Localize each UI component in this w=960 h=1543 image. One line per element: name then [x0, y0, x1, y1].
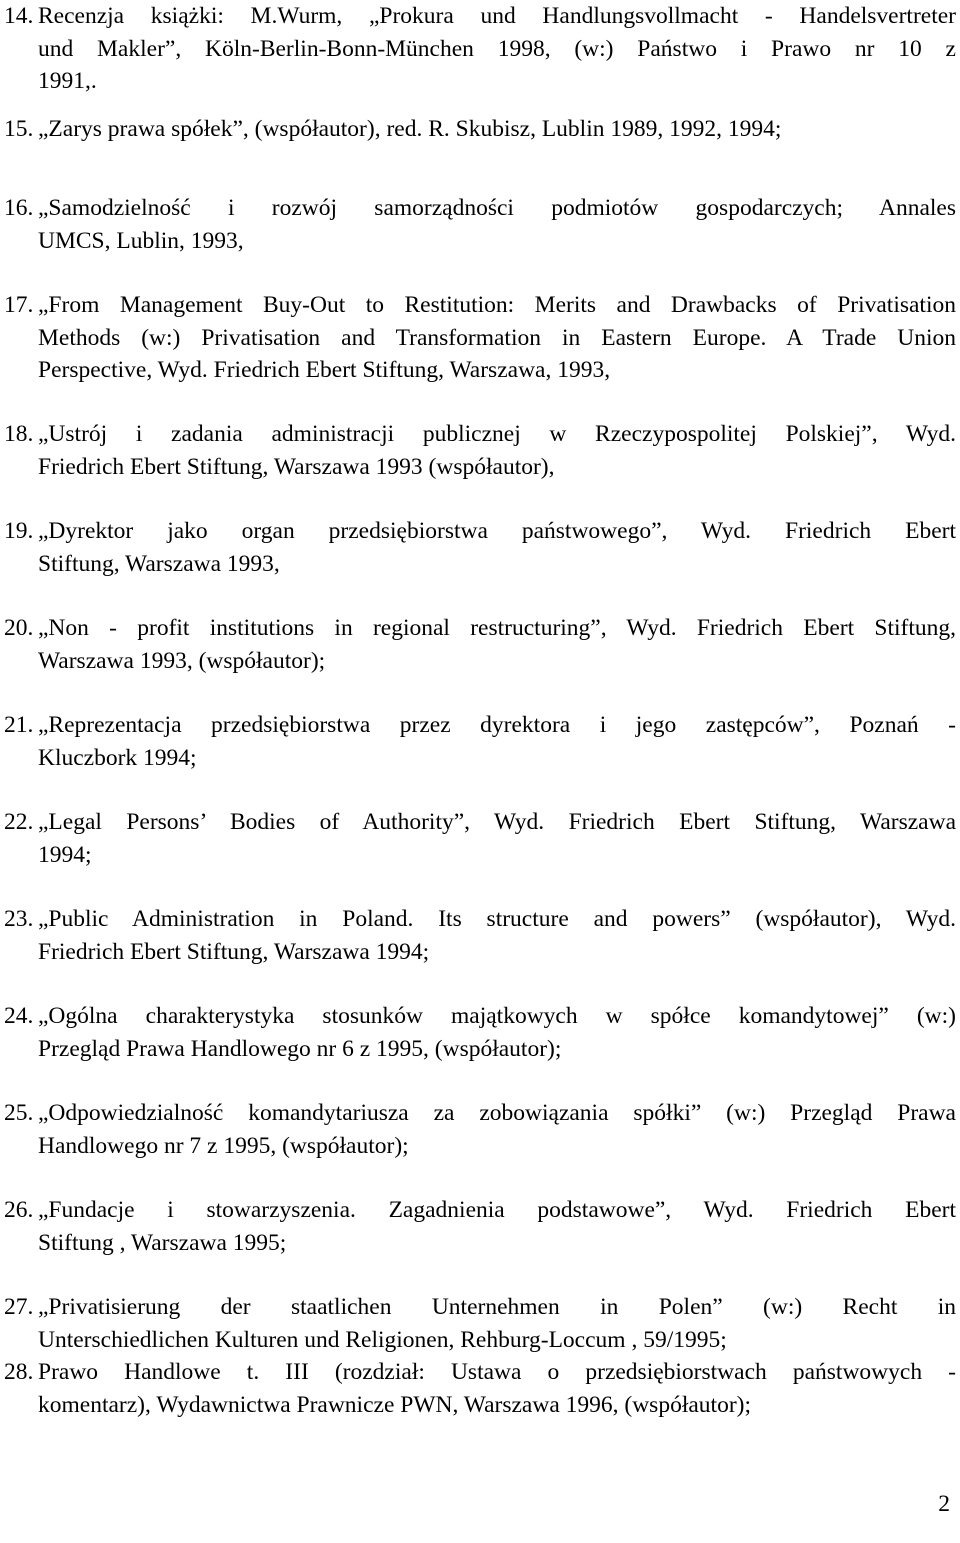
entry-text	[38, 709, 956, 774]
entry-number: 16.	[4, 195, 34, 221]
bibliography-entry	[0, 1356, 956, 1421]
entry-line: „Privatisierung der staatlichen Unternehmen in Polen” (w:) Recht in	[38, 1294, 956, 1320]
entry-line: „Odpowiedzialność komandytariusza za zobowiązania spółki” (w:) Przegląd Prawa	[38, 1100, 956, 1126]
bibliography-entry	[0, 1194, 956, 1259]
entry-line: Recenzja książki: M.Wurm, „Prokura und Handlungsvollmacht - Handelsvertreter	[38, 3, 956, 29]
entry-text	[38, 612, 956, 677]
bibliography-entry	[0, 709, 956, 774]
entry-number: 18.	[4, 421, 34, 447]
bibliography-entry	[0, 192, 956, 257]
entry-text	[38, 515, 956, 580]
entry-text	[38, 192, 956, 257]
entry-line: Stiftung , Warszawa 1995;	[38, 1229, 287, 1256]
entry-number: 21.	[4, 712, 34, 738]
entry-line: „Dyrektor jako organ przedsiębiorstwa państwowego”, Wyd. Friedrich Ebert	[38, 518, 956, 544]
entry-line: „Ustrój i zadania administracji publicznej w Rzeczypospolitej Polskiej”, Wyd.	[38, 421, 956, 447]
entry-text	[38, 903, 956, 968]
bibliography-entry	[0, 418, 956, 483]
entry-line: Unterschiedlichen Kulturen und Religionen, Rehburg-Loccum , 59/1995;	[38, 1326, 727, 1353]
entry-line: Prawo Handlowe t. III (rozdział: Ustawa o przedsiębiorstwach państwowych -	[38, 1359, 956, 1385]
entry-line: „Reprezentacja przedsiębiorstwa przez dyrektora i jego zastępców”, Poznań -	[38, 712, 956, 738]
entry-number: 20.	[4, 615, 34, 641]
entry-line: „Public Administration in Poland. Its structure and powers” (współautor), Wyd.	[38, 906, 956, 932]
bibliography-entry	[0, 515, 956, 580]
entry-text	[38, 289, 956, 387]
entry-line: „From Management Buy-Out to Restitution: Merits and Drawbacks of Privatisation	[38, 292, 956, 318]
entry-number: 28.	[4, 1359, 34, 1385]
entry-line: Friedrich Ebert Stiftung, Warszawa 1994;	[38, 938, 430, 965]
bibliography-entry	[0, 612, 956, 677]
entry-line: Stiftung, Warszawa 1993,	[38, 550, 280, 577]
entry-text	[38, 806, 956, 871]
entry-number: 15.	[4, 116, 34, 142]
entry-text	[38, 1097, 956, 1162]
entry-line: „Zarys prawa spółek”, (współautor), red. R. Skubisz, Lublin 1989, 1992, 1994;	[38, 116, 782, 142]
entry-line: und Makler”, Köln-Berlin-Bonn-München 1998, (w:) Państwo i Prawo nr 10 z	[38, 35, 956, 62]
entry-line: Methods (w:) Privatisation and Transformation in Eastern Europe. A Trade Union	[38, 324, 956, 351]
bibliography-entry	[0, 903, 956, 968]
entry-line: Perspective, Wyd. Friedrich Ebert Stiftung, Warszawa, 1993,	[38, 357, 611, 383]
bibliography-entry	[0, 1000, 956, 1065]
entry-number: 26.	[4, 1197, 34, 1223]
entry-text	[38, 418, 956, 483]
entry-line: Kluczbork 1994;	[38, 744, 197, 771]
entry-number: 17.	[4, 292, 34, 318]
bibliography-entry	[0, 289, 956, 387]
entry-text	[38, 113, 956, 146]
entry-number: 25.	[4, 1100, 34, 1126]
entry-line: „Non - profit institutions in regional restructuring”, Wyd. Friedrich Ebert Stiftung,	[38, 615, 956, 641]
entry-line: 1991,.	[38, 68, 97, 94]
entry-text	[38, 1356, 956, 1421]
entry-line: UMCS, Lublin, 1993,	[38, 227, 244, 254]
entry-number: 14.	[4, 3, 34, 29]
entry-line: „Samodzielność i rozwój samorządności podmiotów gospodarczych; Annales	[38, 195, 956, 221]
bibliography-entry	[0, 113, 956, 146]
entry-number: 19.	[4, 518, 34, 544]
bibliography-entry	[0, 1097, 956, 1162]
entry-line: Handlowego nr 7 z 1995, (współautor);	[38, 1132, 409, 1159]
entry-number: 24.	[4, 1003, 34, 1029]
entry-line: Warszawa 1993, (współautor);	[38, 647, 326, 674]
entry-line: Friedrich Ebert Stiftung, Warszawa 1993 (współautor),	[38, 453, 555, 480]
entry-text	[38, 1000, 956, 1065]
entry-line: Przegląd Prawa Handlowego nr 6 z 1995, (współautor);	[38, 1035, 562, 1062]
entry-text	[38, 1194, 956, 1259]
entry-text	[38, 1291, 956, 1356]
entry-number: 22.	[4, 809, 34, 835]
entry-number: 27.	[4, 1294, 34, 1320]
page-number: 2	[938, 1491, 950, 1517]
entry-line: „Ogólna charakterystyka stosunków majątkowych w spółce komandytowej” (w:)	[38, 1003, 956, 1029]
entry-line: „Legal Persons’ Bodies of Authority”, Wyd. Friedrich Ebert Stiftung, Warszawa	[38, 809, 956, 835]
entry-text	[38, 0, 956, 98]
bibliography-entry	[0, 0, 956, 98]
entry-line: „Fundacje i stowarzyszenia. Zagadnienia podstawowe”, Wyd. Friedrich Ebert	[38, 1197, 956, 1223]
entry-line: komentarz), Wydawnictwa Prawnicze PWN, Warszawa 1996, (współautor);	[38, 1391, 751, 1418]
bibliography-entry	[0, 806, 956, 871]
bibliography-entry	[0, 1291, 956, 1356]
entry-line: 1994;	[38, 841, 92, 868]
entry-number: 23.	[4, 906, 34, 932]
